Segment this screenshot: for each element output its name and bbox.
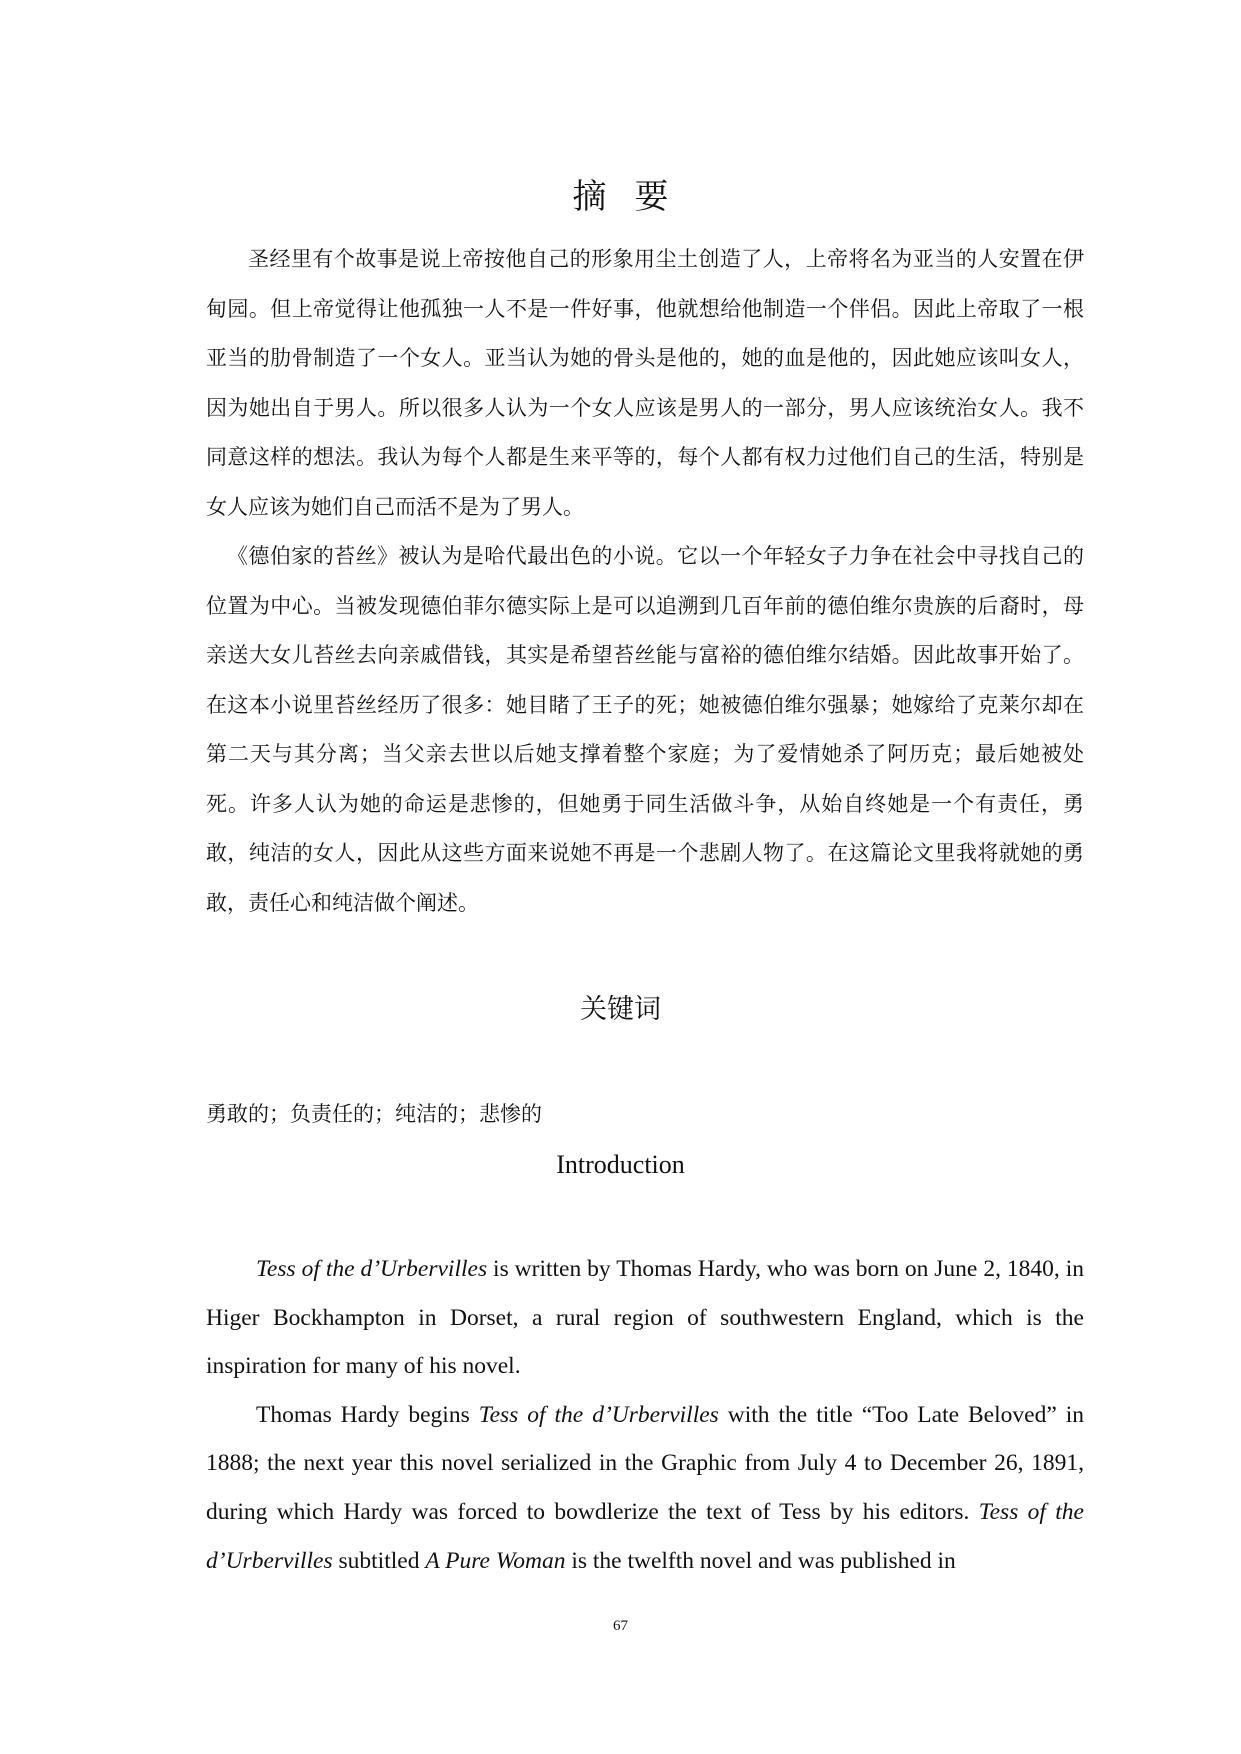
abstract-title-char-2: 要: [634, 177, 669, 217]
paragraph-text: with the title “Too Late Beloved” in 1888; the next year this novel serialized in the Graphic from July 4 to December 26, 1891, during which Hardy was forced to bowdlerize the text of Tess by his editors.: [206, 1401, 1084, 1525]
introduction-title: Introduction: [556, 1150, 685, 1179]
book-title-italic: Tess of the d’Urbervilles: [206, 1498, 1084, 1574]
paragraph-text: subtitled: [332, 1547, 426, 1574]
book-title-italic: Tess of the d’Urbervilles: [256, 1256, 488, 1282]
abstract-title: [0, 173, 1241, 221]
introduction-paragraph-2: [206, 1391, 1084, 1585]
abstract-title-char-1: 摘: [572, 177, 607, 217]
keywords-list: 勇敢的；负责任的；纯洁的；悲惨的: [206, 1102, 542, 1126]
paragraph-text: Thomas Hardy begins: [256, 1401, 479, 1428]
abstract-paragraph-2: 《德伯家的苔丝》被认为是哈代最出色的小说。它以一个年轻女子力争在社会中寻找自己的位置为中心。当被发现德伯菲尔德实际上是可以追溯到几百年前的德伯维尔贵族的后裔时，母亲送大女儿苔丝去向亲戚借钱，其实是希望苔丝能与富裕的德伯维尔结婚。因此故事开始了。在这本小说里苔丝经历了很多：她目睹了王子的死；她被德伯维尔强暴；她嫁给了克莱尔却在第二天与其分离；当父亲去世以后她支撑着整个家庭；为了爱情她杀了阿历克；最后她被处死。许多人认为她的命运是悲惨的，但她勇于同生活做斗争，从始自终她是一个有责任，勇敢，纯洁的女人，因此从这些方面来说她不再是一个悲剧人物了。在这篇论文里我将就她的勇敢，责任心和纯洁做个阐述。: [206, 544, 1084, 915]
book-title-italic: Tess of the d’Urbervilles: [478, 1401, 719, 1428]
abstract-body: [206, 235, 1084, 928]
paragraph-text: is the twelfth novel and was published in: [565, 1547, 956, 1574]
keywords-title: 关键词: [580, 994, 661, 1025]
subtitle-italic: A Pure Woman: [425, 1547, 566, 1574]
page-number: 67: [613, 1618, 628, 1634]
introduction-body: [206, 1245, 1084, 1585]
introduction-paragraph-1: [206, 1245, 1084, 1391]
abstract-paragraph-1: 圣经里有个故事是说上帝按他自己的形象用尘土创造了人，上帝将名为亚当的人安置在伊甸园。但上帝觉得让他孤独一人不是一件好事，他就想给他制造一个伴侣。因此上帝取了一根亚当的肋骨制造了一个女人。亚当认为她的骨头是他的，她的血是他的，因此她应该叫女人，因为她出自于男人。所以很多人认为一个女人应该是男人的一部分，男人应该统治女人。我不同意这样的想法。我认为每个人都是生来平等的，每个人都有权力过他们自己的生活，特别是女人应该为她们自己而活不是为了男人。: [206, 247, 1084, 519]
paragraph-text: is written by Thomas Hardy, who was born on June 2, 1840, in Higer Bockhampton in Dorset, a rural region of southwestern England, which is the inspiration for many of his novel.: [206, 1256, 1084, 1380]
